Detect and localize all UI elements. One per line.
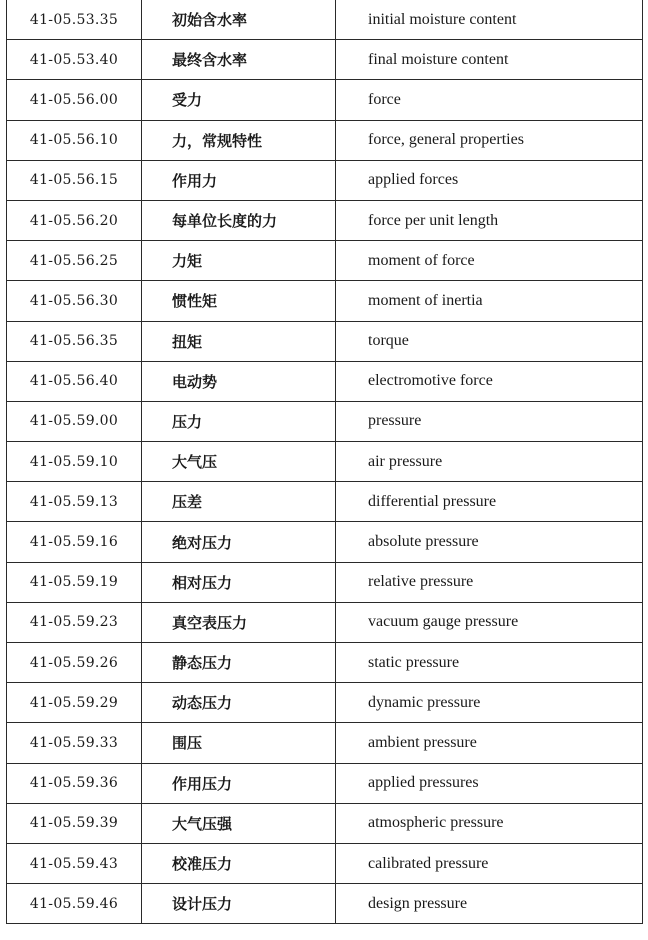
term-code-cell: 41-05.59.39 (7, 803, 142, 843)
english-term-cell: force, general properties (336, 120, 643, 160)
english-term-cell: moment of force (336, 241, 643, 281)
term-code-cell: 41-05.59.19 (7, 562, 142, 602)
term-code-cell: 41-05.56.30 (7, 281, 142, 321)
term-code-cell: 41-05.53.40 (7, 40, 142, 80)
term-code-cell: 41-05.56.25 (7, 241, 142, 281)
chinese-term-cell: 力，常规特性 (142, 120, 336, 160)
english-term-cell: design pressure (336, 884, 643, 924)
table-row (7, 602, 643, 642)
chinese-term-cell: 惯性矩 (142, 281, 336, 321)
table-row (7, 803, 643, 843)
english-term-cell: absolute pressure (336, 522, 643, 562)
english-term-cell: electromotive force (336, 361, 643, 401)
table-row (7, 200, 643, 240)
term-code-cell: 41-05.56.40 (7, 361, 142, 401)
table-row (7, 843, 643, 883)
chinese-term-cell: 作用压力 (142, 763, 336, 803)
english-term-cell: initial moisture content (336, 0, 643, 40)
english-term-cell: applied pressures (336, 763, 643, 803)
english-term-cell: moment of inertia (336, 281, 643, 321)
chinese-term-cell: 静态压力 (142, 643, 336, 683)
chinese-term-cell: 扭矩 (142, 321, 336, 361)
english-term-cell: static pressure (336, 643, 643, 683)
english-term-cell: dynamic pressure (336, 683, 643, 723)
table-row (7, 643, 643, 683)
chinese-term-cell: 力矩 (142, 241, 336, 281)
term-code-cell: 41-05.56.10 (7, 120, 142, 160)
chinese-term-cell: 压力 (142, 401, 336, 441)
chinese-term-cell: 围压 (142, 723, 336, 763)
english-term-cell: applied forces (336, 160, 643, 200)
term-code-cell: 41-05.59.13 (7, 482, 142, 522)
table-row (7, 120, 643, 160)
table-row (7, 562, 643, 602)
table-row (7, 80, 643, 120)
english-term-cell: relative pressure (336, 562, 643, 602)
table-row (7, 884, 643, 924)
terms-table (6, 0, 643, 924)
chinese-term-cell: 初始含水率 (142, 0, 336, 40)
term-code-cell: 41-05.56.35 (7, 321, 142, 361)
english-term-cell: final moisture content (336, 40, 643, 80)
term-code-cell: 41-05.59.36 (7, 763, 142, 803)
table-row (7, 241, 643, 281)
table-row (7, 40, 643, 80)
english-term-cell: atmospheric pressure (336, 803, 643, 843)
english-term-cell: force (336, 80, 643, 120)
chinese-term-cell: 压差 (142, 482, 336, 522)
term-code-cell: 41-05.59.33 (7, 723, 142, 763)
english-term-cell: torque (336, 321, 643, 361)
table-row (7, 0, 643, 40)
terms-table-body (7, 0, 643, 924)
term-code-cell: 41-05.59.00 (7, 401, 142, 441)
table-row (7, 281, 643, 321)
table-row (7, 361, 643, 401)
chinese-term-cell: 设计压力 (142, 884, 336, 924)
chinese-term-cell: 动态压力 (142, 683, 336, 723)
document-page (6, 0, 642, 940)
chinese-term-cell: 电动势 (142, 361, 336, 401)
table-row (7, 160, 643, 200)
chinese-term-cell: 相对压力 (142, 562, 336, 602)
english-term-cell: ambient pressure (336, 723, 643, 763)
table-row (7, 522, 643, 562)
chinese-term-cell: 每单位长度的力 (142, 200, 336, 240)
chinese-term-cell: 作用力 (142, 160, 336, 200)
english-term-cell: differential pressure (336, 482, 643, 522)
term-code-cell: 41-05.59.23 (7, 602, 142, 642)
term-code-cell: 41-05.59.10 (7, 442, 142, 482)
term-code-cell: 41-05.56.00 (7, 80, 142, 120)
english-term-cell: pressure (336, 401, 643, 441)
term-code-cell: 41-05.59.43 (7, 843, 142, 883)
term-code-cell: 41-05.56.20 (7, 200, 142, 240)
chinese-term-cell: 大气压强 (142, 803, 336, 843)
table-row (7, 763, 643, 803)
english-term-cell: air pressure (336, 442, 643, 482)
term-code-cell: 41-05.56.15 (7, 160, 142, 200)
chinese-term-cell: 绝对压力 (142, 522, 336, 562)
term-code-cell: 41-05.59.29 (7, 683, 142, 723)
term-code-cell: 41-05.59.16 (7, 522, 142, 562)
term-code-cell: 41-05.53.35 (7, 0, 142, 40)
table-row (7, 442, 643, 482)
table-row (7, 683, 643, 723)
chinese-term-cell: 真空表压力 (142, 602, 336, 642)
table-row (7, 321, 643, 361)
table-row (7, 401, 643, 441)
table-row (7, 723, 643, 763)
english-term-cell: force per unit length (336, 200, 643, 240)
term-code-cell: 41-05.59.46 (7, 884, 142, 924)
english-term-cell: vacuum gauge pressure (336, 602, 643, 642)
chinese-term-cell: 校准压力 (142, 843, 336, 883)
chinese-term-cell: 大气压 (142, 442, 336, 482)
english-term-cell: calibrated pressure (336, 843, 643, 883)
chinese-term-cell: 受力 (142, 80, 336, 120)
term-code-cell: 41-05.59.26 (7, 643, 142, 683)
chinese-term-cell: 最终含水率 (142, 40, 336, 80)
table-row (7, 482, 643, 522)
